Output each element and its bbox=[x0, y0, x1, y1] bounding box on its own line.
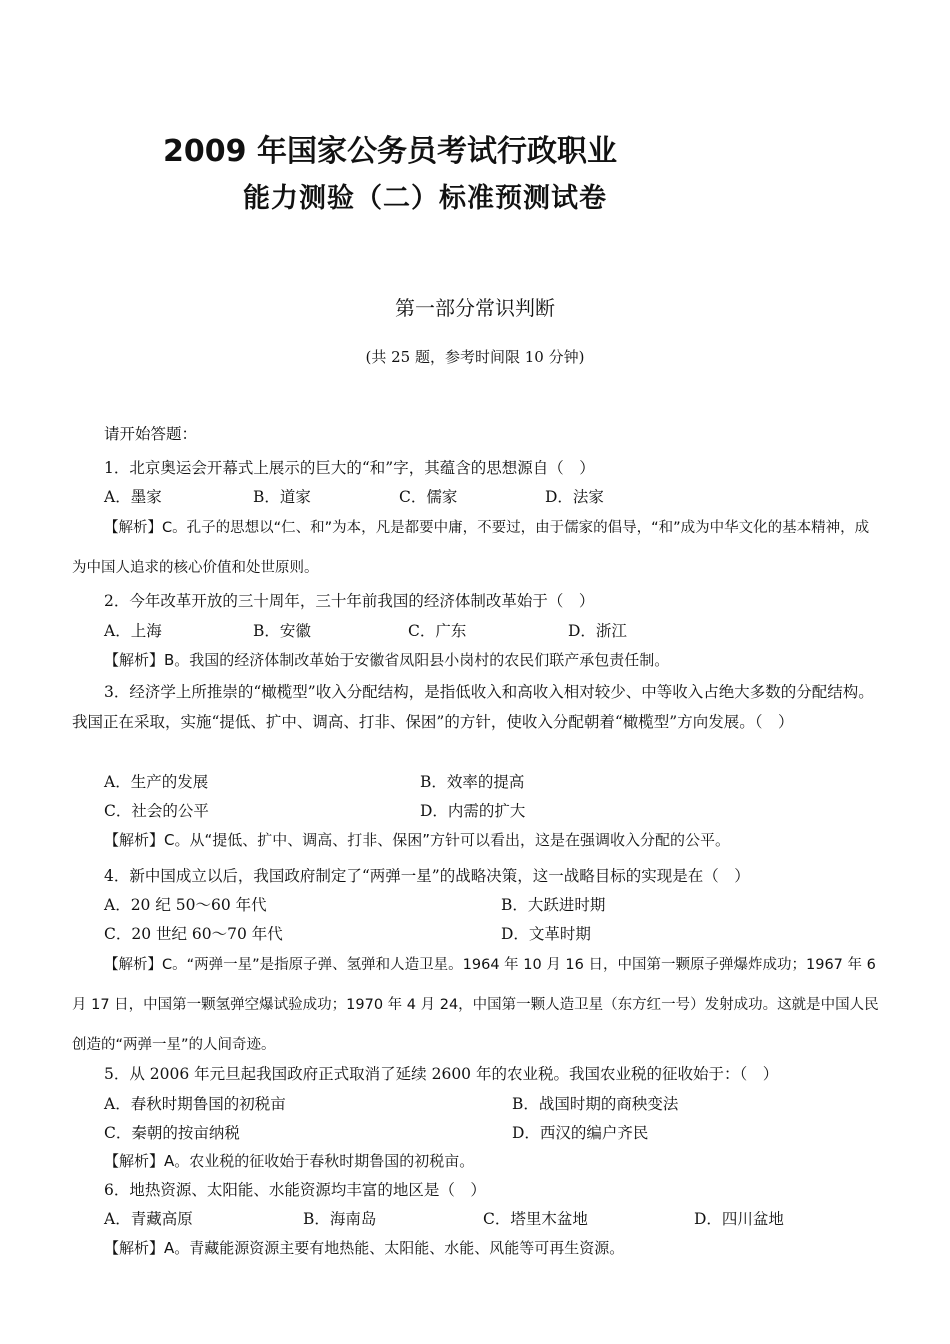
option: A．生产的发展 bbox=[104, 773, 209, 791]
option: B．海南岛 bbox=[303, 1210, 377, 1228]
analysis: 【解析】B。我国的经济体制改革始于安徽省凤阳县小岗村的农民们联产承包责任制。 bbox=[104, 651, 670, 669]
option: D．四川盆地 bbox=[694, 1210, 784, 1228]
question-stem: 3．经济学上所推崇的“橄榄型”收入分配结构，是指低收入和高收入相对较少、中等收入占绝大多数的分配结构。我国正在采取，实施“提低、扩中、调高、打非、保困”的方针，使收入分配朝着“橄榄型”方向发展。（ ） bbox=[72, 683, 874, 731]
option: C．广东 bbox=[408, 622, 467, 640]
question-stem: 2．今年改革开放的三十周年，三十年前我国的经济体制改革始于（ ） bbox=[104, 592, 595, 610]
option: D．法家 bbox=[545, 488, 604, 506]
option: A．青藏高原 bbox=[104, 1210, 193, 1228]
option: D．西汉的编户齐民 bbox=[512, 1124, 649, 1142]
option: A．上海 bbox=[104, 622, 162, 640]
option: B．道家 bbox=[253, 488, 311, 506]
analysis: 【解析】A。农业税的征收始于春秋时期鲁国的初税亩。 bbox=[104, 1152, 475, 1170]
question-stem: 4．新中国成立以后，我国政府制定了“两弹一星”的战略决策，这一战略目标的实现是在（ ） bbox=[104, 867, 750, 885]
option: B．战国时期的商秧变法 bbox=[512, 1095, 679, 1113]
question-stem: 6．地热资源、太阳能、水能资源均丰富的地区是（ ） bbox=[104, 1181, 486, 1199]
option: B．安徽 bbox=[253, 622, 311, 640]
option: C．20 世纪 60～70 年代 bbox=[104, 925, 283, 943]
analysis: 【解析】C。“两弹一星”是指原子弹、氢弹和人造卫星。1964 年 10 月 16 日，中国第一颗原子弹爆炸成功；1967 年 6 月 17 日，中国第一颗氢弹空爆试验成功；1970 年 4 月 24，中国第一颗人造卫星（东方红一号）发射成功。这就是中国人民创造的“两弹一星”的人间奇迹。 bbox=[72, 957, 879, 1053]
option: B．大跃进时期 bbox=[501, 896, 606, 914]
option: A．20 纪 50～60 年代 bbox=[104, 896, 267, 914]
intro-text: 请开始答题： bbox=[104, 425, 198, 443]
option: D．内需的扩大 bbox=[420, 802, 526, 820]
section-note: (共 25 题，参考时间限 10 分钟) bbox=[365, 348, 585, 366]
option: A．墨家 bbox=[104, 488, 162, 506]
option: C．塔里木盆地 bbox=[483, 1210, 588, 1228]
analysis: 【解析】C。孔子的思想以“仁、和”为本，凡是都要中庸，不要过，由于儒家的倡导，“和”成为中华文化的基本精神，成为中国人追求的核心价值和处世原则。 bbox=[72, 520, 870, 576]
option: D．文革时期 bbox=[501, 925, 591, 943]
question-stem: 5．从 2006 年元旦起我国政府正式取消了延续 2600 年的农业税。我国农业税的征收始于：（ ） bbox=[104, 1065, 779, 1083]
option: C．社会的公平 bbox=[104, 802, 209, 820]
analysis: 【解析】A。青藏能源资源主要有地热能、太阳能、水能、风能等可再生资源。 bbox=[104, 1239, 625, 1257]
document-title-line-2: 能力测验（二）标准预测试卷 bbox=[243, 183, 607, 214]
option: A．春秋时期鲁国的初税亩 bbox=[104, 1095, 286, 1113]
section-title: 第一部分常识判断 bbox=[395, 296, 555, 320]
option: D．浙江 bbox=[568, 622, 627, 640]
document-title-line-1: 2009 年国家公务员考试行政职业 bbox=[163, 134, 617, 169]
option: B．效率的提高 bbox=[420, 773, 525, 791]
question-stem: 1．北京奥运会开幕式上展示的巨大的“和”字，其蕴含的思想源自（ ） bbox=[104, 459, 595, 477]
analysis: 【解析】C。从“提低、扩中、调高、打非、保困”方针可以看出，这是在强调收入分配的公平。 bbox=[104, 831, 731, 849]
option: C．秦朝的按亩纳税 bbox=[104, 1124, 240, 1142]
option: C．儒家 bbox=[399, 488, 458, 506]
